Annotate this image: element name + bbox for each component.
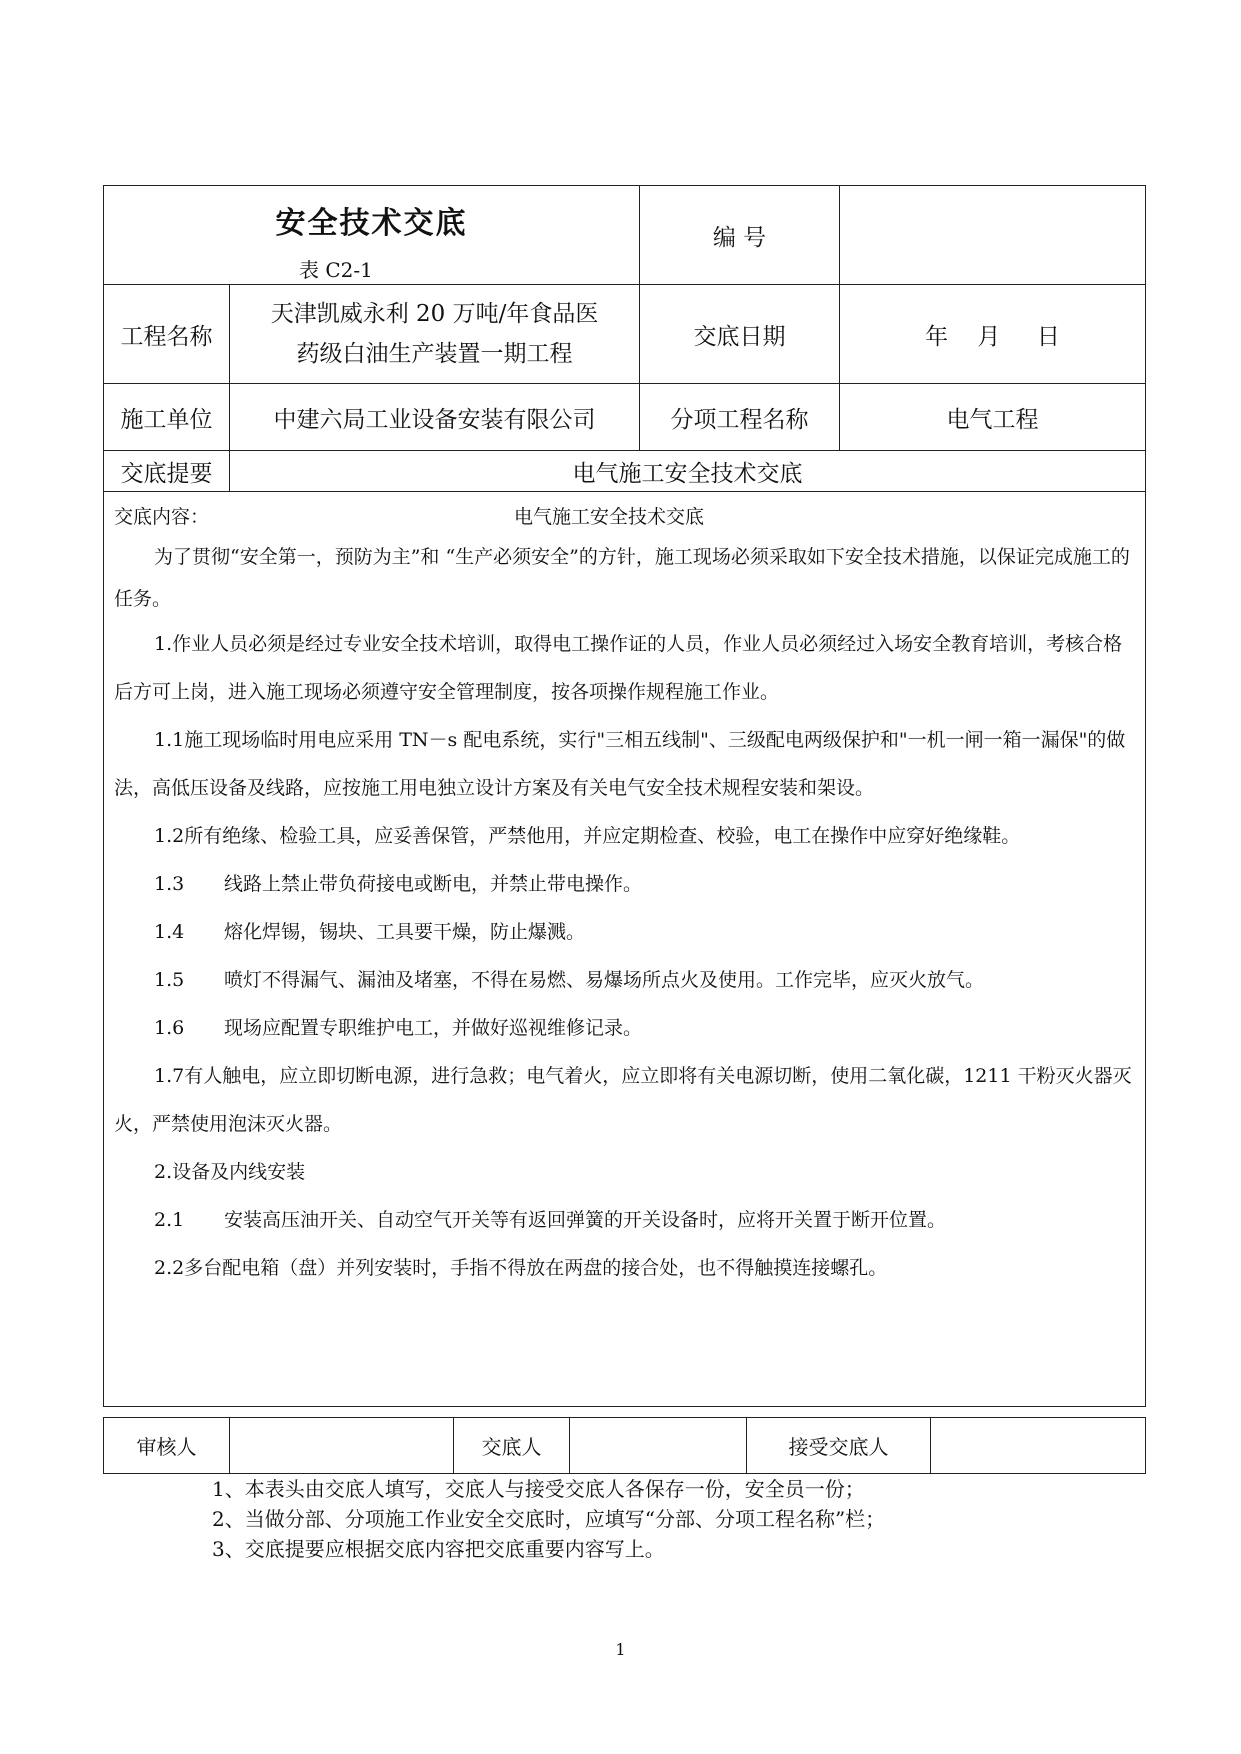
receiver-label: 接受交底人 (747, 1418, 931, 1474)
note-3: 3、交底提要应根据交底内容把交底重要内容写上。 (212, 1537, 665, 1561)
project-name (230, 285, 640, 384)
item-1-3: 1.3 线路上禁止带负荷接电或断电，并禁止带电操作。 (154, 873, 643, 895)
number-label: 编 号 (640, 186, 840, 285)
item-1-4: 1.4 熔化焊锡，锡块、工具要干燥，防止爆溅。 (154, 921, 586, 943)
reviewer-label: 审核人 (104, 1418, 230, 1474)
reviewer-value (230, 1418, 454, 1474)
footnotes (212, 1474, 885, 1564)
item-1-6: 1.6 现场应配置专职维护电工，并做好巡视维修记录。 (154, 1017, 643, 1039)
unit-label: 施工单位 (104, 384, 230, 451)
subproject-value: 电气工程 (840, 384, 1146, 451)
item-2-2: 2.2多台配电箱（盘）并列安装时，手指不得放在两盘的接合处，也不得触摸连接螺孔。 (154, 1257, 888, 1279)
document-title: 安全技术交底 (275, 206, 468, 241)
date-label: 交底日期 (640, 285, 840, 384)
title-cell (104, 186, 640, 285)
item-2: 2.设备及内线安装 (154, 1161, 306, 1183)
unit-value: 中建六局工业设备安装有限公司 (230, 384, 640, 451)
item-1-1: 1.1施工现场临时用电应采用 TN－s 配电系统，实行"三相五线制"、三级配电两级保护和"一机一闸一箱一漏保"的做法，高低压设备及线路，应按施工用电独立设计方案及有关电气安全技术规程安装和架设。 (114, 729, 1126, 799)
note-2: 2、当做分部、分项施工作业安全交底时，应填写“分部、分项工程名称”栏； (212, 1507, 886, 1531)
project-name-line2: 药级白油生产装置一期工程 (296, 341, 573, 367)
summary-value: 电气施工安全技术交底 (230, 451, 1146, 492)
subproject-label: 分项工程名称 (640, 384, 840, 451)
item-1-5: 1.5 喷灯不得漏气、漏油及堵塞，不得在易燃、易爆场所点火及使用。工作完毕，应灭火放气。 (154, 969, 985, 991)
note-1: 1、本表头由交底人填写，交底人与接受交底人各保存一份，安全员一份； (212, 1477, 865, 1501)
item-1: 1.作业人员必须是经过专业安全技术培训，取得电工操作证的人员，作业人员必须经过入场安全教育培训，考核合格后方可上岗，进入施工现场必须遵守安全管理制度，按各项操作规程施工作业。 (114, 633, 1123, 703)
content-title: 电气施工安全技术交底 (514, 506, 705, 528)
safety-disclosure-form (103, 185, 1146, 1407)
receiver-value (931, 1418, 1146, 1474)
item-1-7: 1.7有人触电，应立即切断电源，进行急救；电气着火，应立即将有关电源切断，使用二氧化碳，1211 干粉灭火器灭火，严禁使用泡沫灭火器。 (114, 1065, 1132, 1135)
item-2-1: 2.1 安装高压油开关、自动空气开关等有返回弹簧的开关设备时，应将开关置于断开位置。 (154, 1209, 947, 1231)
page-number: 1 (615, 1640, 626, 1659)
discloser-value (570, 1418, 747, 1474)
summary-label: 交底提要 (104, 451, 230, 492)
disclosure-content (104, 492, 1145, 1292)
project-name-line1: 天津凯威永利 20 万吨/年食品医 (270, 301, 599, 327)
content-header (114, 502, 1135, 536)
form-code: 表 C2-1 (299, 258, 373, 282)
signature-table (103, 1417, 1146, 1474)
content-label: 交底内容： (114, 506, 210, 528)
project-label: 工程名称 (104, 285, 230, 384)
content-cell (104, 492, 1146, 1407)
discloser-label: 交底人 (454, 1418, 570, 1474)
item-1-2: 1.2所有绝缘、检验工具，应妥善保管，严禁他用，并应定期检查、校验，电工在操作中应穿好绝缘鞋。 (154, 825, 1021, 847)
intro-paragraph: 为了贯彻“安全第一，预防为主”和 “生产必须安全”的方针，施工现场必须采取如下安全技术措施，以保证完成施工的任务。 (114, 546, 1130, 610)
number-value (840, 186, 1146, 285)
date-value: 年 月 日 (840, 285, 1146, 384)
